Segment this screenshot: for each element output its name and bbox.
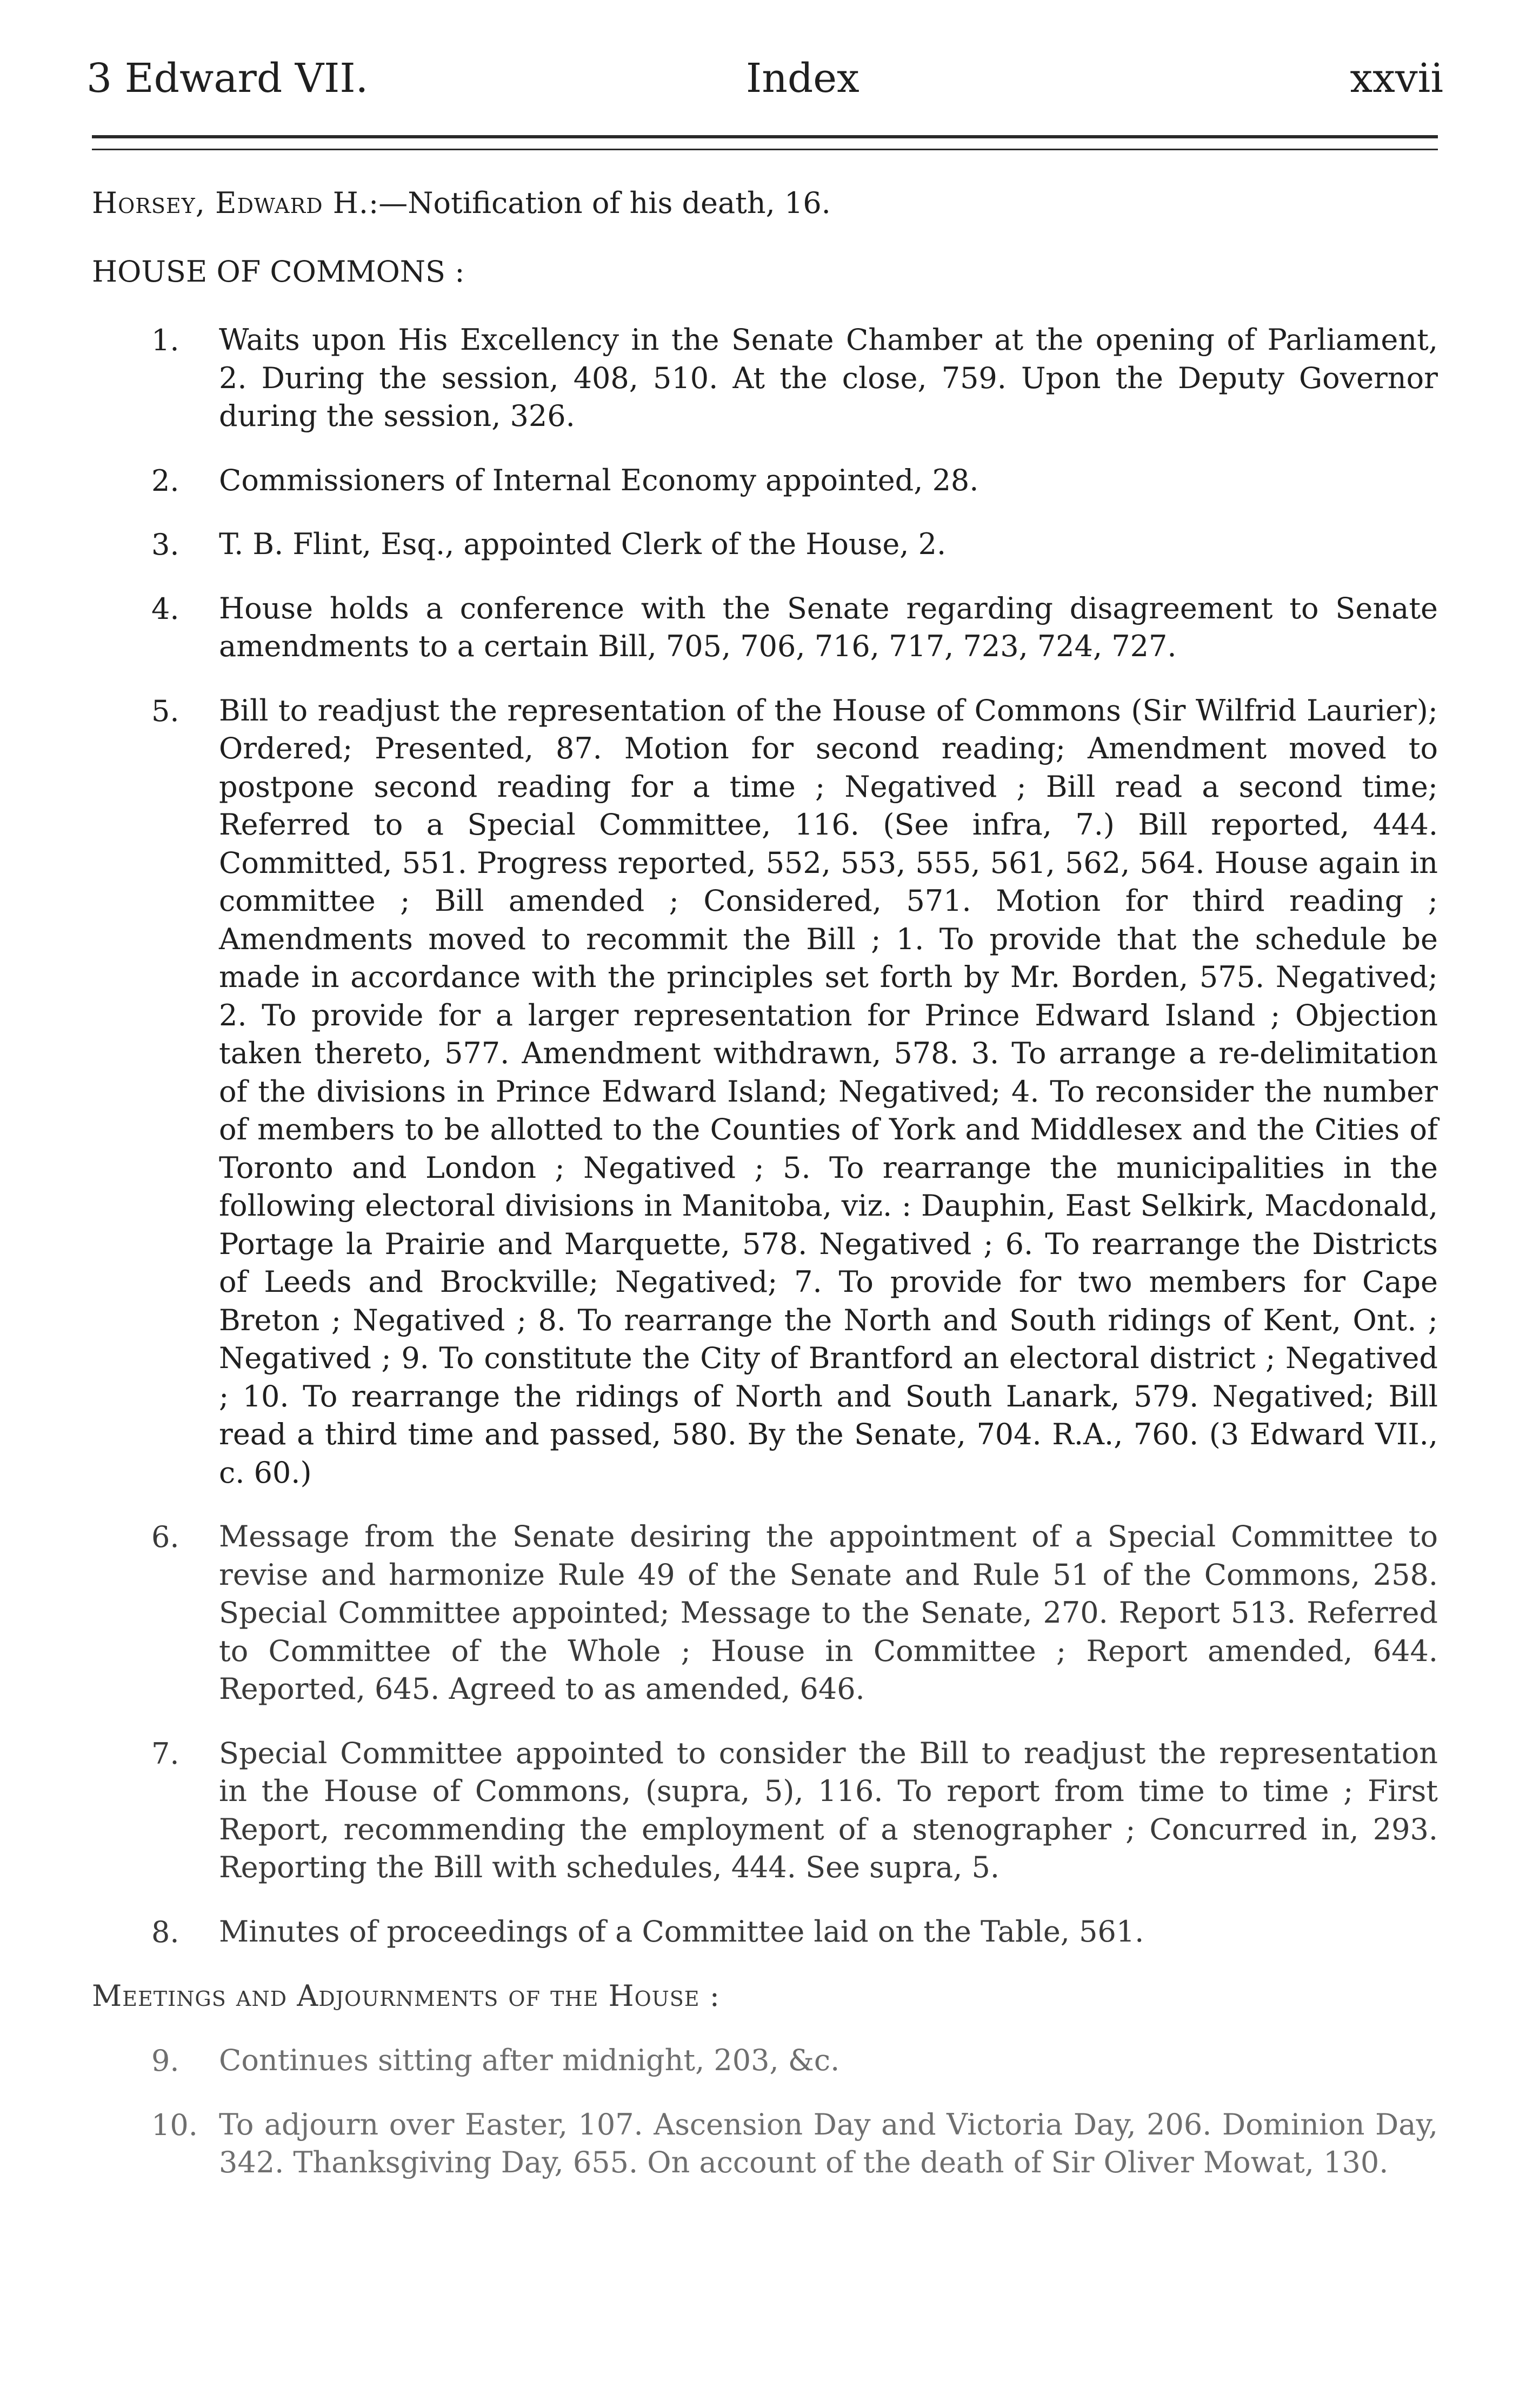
entry-horsey [92, 184, 1438, 223]
item-text: Special Committee appointed to consider the Bill to readjust the representation in the House of Commons, (supra, 5), 116. To report from time to time ; First Report, recommending the employment of a stenographer ; Concurred in, 293. Reporting the Bill with schedules, 444. See supra, 5. [219, 1736, 1438, 1884]
entry-name: Horsey, Edward H. [92, 186, 369, 220]
item-number: 9. [151, 2044, 179, 2078]
header-regnal-year: 3 Edward VII. [86, 55, 369, 102]
header-title: Index [746, 55, 859, 102]
item-text: To adjourn over Easter, 107. Ascension Day and Victoria Day, 206. Dominion Day, 342. Thanksgiving Day, 655. On account of the death of Sir Oliver Mowat, 130. [219, 2107, 1438, 2179]
list-item [92, 462, 1438, 500]
item-text: T. B. Flint, Esq., appointed Clerk of the House, 2. [219, 527, 947, 561]
item-number: 7. [151, 1736, 179, 1771]
list-item [92, 2042, 1438, 2080]
item-text: House holds a conference with the Senate regarding disagreement to Senate amendments to a certain Bill, 705, 706, 716, 717, 723, 724, 727. [219, 591, 1438, 663]
header-rule-thin [92, 149, 1438, 150]
item-text: Commissioners of Internal Economy appointed, 28. [219, 463, 979, 497]
item-number: 8. [151, 1915, 179, 1949]
item-number: 1. [151, 323, 179, 357]
item-text: Continues sitting after midnight, 203, &c. [219, 2043, 840, 2077]
list-item [92, 1518, 1438, 1709]
list-item [92, 2106, 1438, 2182]
list-item [92, 1913, 1438, 1951]
list-item [92, 525, 1438, 564]
item-number: 4. [151, 591, 179, 626]
item-number: 10. [151, 2107, 198, 2142]
list-item [92, 692, 1438, 1492]
item-number: 5. [151, 693, 179, 728]
section-heading-meetings: Meetings and Adjournments of the House : [92, 1979, 720, 2013]
list-item [92, 590, 1438, 666]
item-text: Message from the Senate desiring the appointment of a Special Committee to revise and harmonize Rule 49 of the Senate and Rule 51 of the Commons, 258. Special Committee appointed; Message to the Senate, 270. Report 513. Referred to Committee of the Whole ; House in Committee ; Report amended, 644. Reported, 645. Agreed to as amended, 646. [219, 1519, 1438, 1706]
item-text: Waits upon His Excellency in the Senate Chamber at the opening of Parliament, 2. During the session, 408, 510. At the close, 759. Upon the Deputy Governor during the session, 326. [219, 323, 1438, 433]
item-number: 6. [151, 1520, 179, 1554]
item-text: Minutes of proceedings of a Committee laid on the Table, 561. [219, 1914, 1144, 1949]
entry-text: :—Notification of his death, 16. [369, 186, 831, 220]
item-number: 2. [151, 463, 179, 498]
list-item [92, 321, 1438, 436]
running-head [86, 51, 1443, 111]
section-heading-commons: HOUSE OF COMMONS : [92, 255, 465, 289]
list-item [92, 1735, 1438, 1887]
header-rule-thick [92, 135, 1438, 138]
page-number: xxvii [1350, 55, 1443, 102]
item-number: 3. [151, 528, 179, 562]
index-body [92, 184, 1438, 2208]
item-text: Bill to readjust the representation of the House of Commons (Sir Wilfrid Laurier); Ordered; Presented, 87. Motion for second reading; Amendment moved to postpone second reading for a time ; Negatived ; Bill read a second time; Referred to a Special Committee, 116. (See infra, 7.) Bill reported, 444. Committed, 551. Progress reported, 552, 553, 555, 561, 562, 564. House again in committee ; Bill amended ; Considered, 571. Motion for third reading ; Amendments moved to recommit the Bill ; 1. To provide that the schedule be made in accordance with the principles set forth by Mr. Borden, 575. Negatived; 2. To provide for a larger representation for Prince Edward Island ; Objection taken thereto, 577. Amendment withdrawn, 578. 3. To arrange a re-delimitation of the divisions in Prince Edward Island; Negatived; 4. To reconsider the number of members to be allotted to the Counties of York and Middlesex and the Cities of Toronto and London ; Negatived ; 5. To rearrange the municipalities in the following electoral divisions in Manitoba, viz. : Dauphin, East Selkirk, Macdonald, Portage la Prairie and Marquette, 578. Negatived ; 6. To rearrange the Districts of Leeds and Brockville; Negatived; 7. To provide for two members for Cape Breton ; Negatived ; 8. To rearrange the North and South ridings of Kent, Ont. ; Negatived ; 9. To constitute the City of Brantford an electoral district ; Negatived ; 10. To rearrange the ridings of North and South Lanark, 579. Negatived; Bill read a third time and passed, 580. By the Senate, 704. R.A., 760. (3 Edward VII., c. 60.) [219, 693, 1438, 1490]
